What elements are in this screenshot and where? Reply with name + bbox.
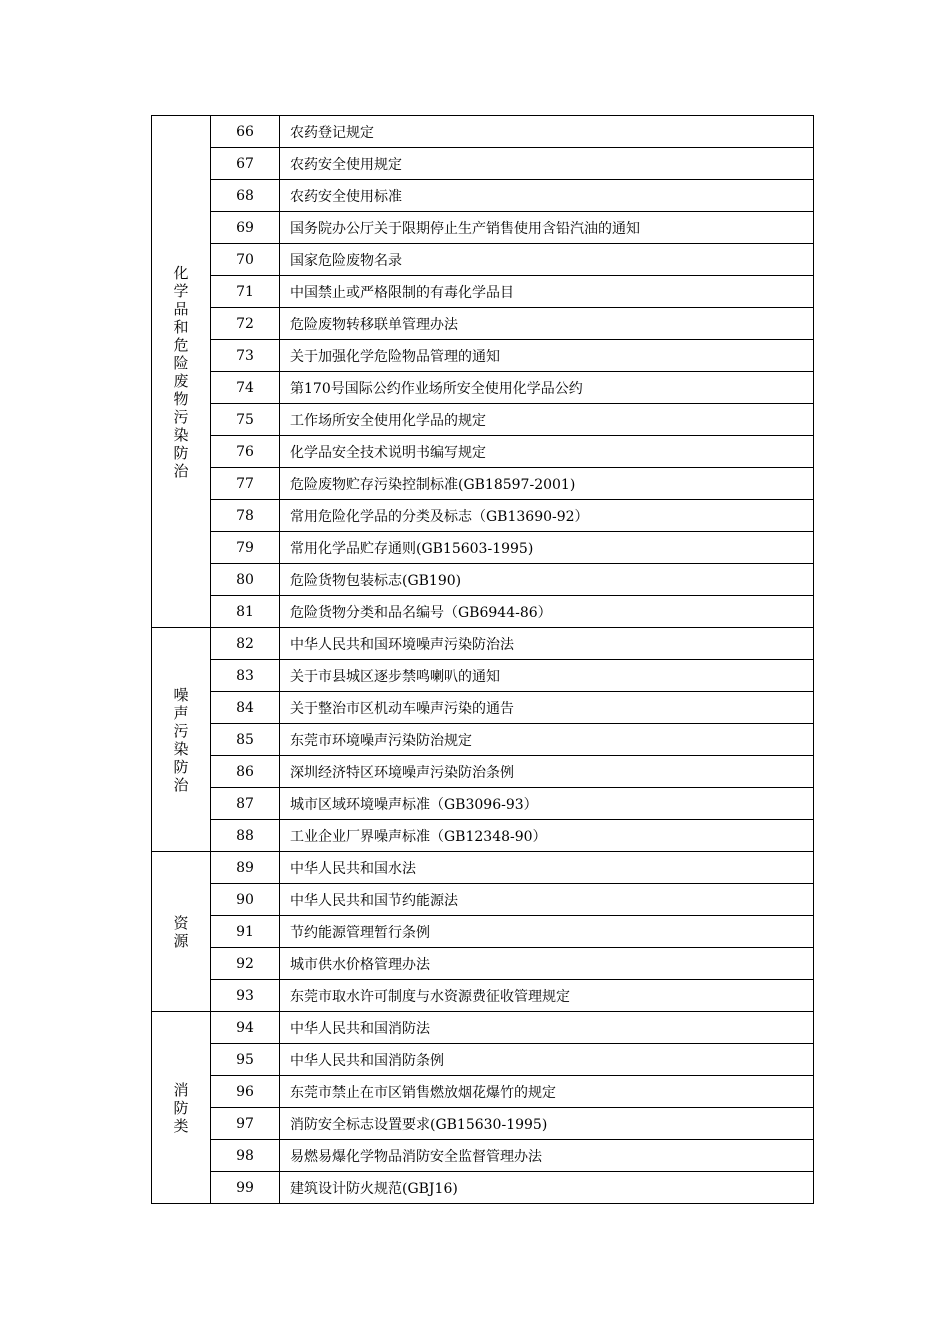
table-row bbox=[152, 180, 814, 212]
row-number: 86 bbox=[211, 756, 280, 788]
category-label: 资源 bbox=[173, 913, 189, 950]
row-number: 96 bbox=[211, 1076, 280, 1108]
row-number: 76 bbox=[211, 436, 280, 468]
row-number: 94 bbox=[211, 1012, 280, 1044]
table-row bbox=[152, 276, 814, 308]
row-number: 88 bbox=[211, 820, 280, 852]
regulation-title: 国务院办公厅关于限期停止生产销售使用含铅汽油的通知 bbox=[280, 212, 814, 244]
regulation-title: 危险废物转移联单管理办法 bbox=[280, 308, 814, 340]
regulation-title: 城市区域环境噪声标准（GB3096-93） bbox=[280, 788, 814, 820]
row-number: 99 bbox=[211, 1172, 280, 1204]
regulation-title: 易燃易爆化学物品消防安全监督管理办法 bbox=[280, 1140, 814, 1172]
regulation-title: 东莞市取水许可制度与水资源费征收管理规定 bbox=[280, 980, 814, 1012]
table-row bbox=[152, 340, 814, 372]
table-row bbox=[152, 820, 814, 852]
row-number: 93 bbox=[211, 980, 280, 1012]
row-number: 82 bbox=[211, 628, 280, 660]
table-row bbox=[152, 468, 814, 500]
regulation-title: 中华人民共和国环境噪声污染防治法 bbox=[280, 628, 814, 660]
table-row bbox=[152, 372, 814, 404]
regulation-title: 东莞市环境噪声污染防治规定 bbox=[280, 724, 814, 756]
regulation-title: 农药安全使用标准 bbox=[280, 180, 814, 212]
regulation-title: 工业企业厂界噪声标准（GB12348-90） bbox=[280, 820, 814, 852]
table-row bbox=[152, 212, 814, 244]
row-number: 81 bbox=[211, 596, 280, 628]
regulation-title: 东莞市禁止在市区销售燃放烟花爆竹的规定 bbox=[280, 1076, 814, 1108]
regulations-table-body bbox=[152, 116, 814, 1204]
table-row bbox=[152, 1140, 814, 1172]
table-row bbox=[152, 788, 814, 820]
regulation-title: 农药登记规定 bbox=[280, 116, 814, 148]
row-number: 92 bbox=[211, 948, 280, 980]
table-row bbox=[152, 916, 814, 948]
table-row bbox=[152, 628, 814, 660]
category-cell bbox=[152, 116, 211, 628]
row-number: 80 bbox=[211, 564, 280, 596]
regulation-title: 常用化学品贮存通则(GB15603-1995) bbox=[280, 532, 814, 564]
regulation-title: 中华人民共和国消防条例 bbox=[280, 1044, 814, 1076]
row-number: 95 bbox=[211, 1044, 280, 1076]
row-number: 73 bbox=[211, 340, 280, 372]
regulation-title: 中华人民共和国水法 bbox=[280, 852, 814, 884]
table-row bbox=[152, 1012, 814, 1044]
row-number: 72 bbox=[211, 308, 280, 340]
table-row bbox=[152, 1076, 814, 1108]
regulation-title: 节约能源管理暂行条例 bbox=[280, 916, 814, 948]
row-number: 87 bbox=[211, 788, 280, 820]
category-label: 噪声污染防治 bbox=[173, 685, 189, 794]
regulation-title: 关于市县城区逐步禁鸣喇叭的通知 bbox=[280, 660, 814, 692]
table-row bbox=[152, 692, 814, 724]
row-number: 83 bbox=[211, 660, 280, 692]
regulation-title: 中华人民共和国节约能源法 bbox=[280, 884, 814, 916]
table-row bbox=[152, 948, 814, 980]
regulation-title: 建筑设计防火规范(GBJ16) bbox=[280, 1172, 814, 1204]
regulation-title: 关于加强化学危险物品管理的通知 bbox=[280, 340, 814, 372]
table-row bbox=[152, 756, 814, 788]
category-label: 消防类 bbox=[173, 1080, 189, 1135]
table-row bbox=[152, 148, 814, 180]
row-number: 71 bbox=[211, 276, 280, 308]
row-number: 78 bbox=[211, 500, 280, 532]
table-row bbox=[152, 1172, 814, 1204]
table-row bbox=[152, 660, 814, 692]
regulation-title: 常用危险化学品的分类及标志（GB13690-92） bbox=[280, 500, 814, 532]
table-row bbox=[152, 884, 814, 916]
row-number: 89 bbox=[211, 852, 280, 884]
regulation-title: 城市供水价格管理办法 bbox=[280, 948, 814, 980]
table-row bbox=[152, 308, 814, 340]
regulation-title: 关于整治市区机动车噪声污染的通告 bbox=[280, 692, 814, 724]
table-row bbox=[152, 1044, 814, 1076]
row-number: 66 bbox=[211, 116, 280, 148]
row-number: 90 bbox=[211, 884, 280, 916]
row-number: 84 bbox=[211, 692, 280, 724]
regulation-title: 危险货物分类和品名编号（GB6944-86） bbox=[280, 596, 814, 628]
row-number: 98 bbox=[211, 1140, 280, 1172]
row-number: 85 bbox=[211, 724, 280, 756]
regulation-title: 第170号国际公约作业场所安全使用化学品公约 bbox=[280, 372, 814, 404]
table-row bbox=[152, 564, 814, 596]
row-number: 70 bbox=[211, 244, 280, 276]
category-cell bbox=[152, 852, 211, 1012]
row-number: 69 bbox=[211, 212, 280, 244]
table-row bbox=[152, 1108, 814, 1140]
row-number: 79 bbox=[211, 532, 280, 564]
category-label: 化学品和危险废物污染防治 bbox=[173, 263, 189, 480]
table-row bbox=[152, 244, 814, 276]
row-number: 97 bbox=[211, 1108, 280, 1140]
category-cell bbox=[152, 1012, 211, 1204]
table-row bbox=[152, 532, 814, 564]
table-row bbox=[152, 980, 814, 1012]
table-row bbox=[152, 724, 814, 756]
table-row bbox=[152, 404, 814, 436]
row-number: 75 bbox=[211, 404, 280, 436]
table-row bbox=[152, 500, 814, 532]
regulation-title: 危险货物包装标志(GB190) bbox=[280, 564, 814, 596]
regulation-title: 中华人民共和国消防法 bbox=[280, 1012, 814, 1044]
regulation-title: 农药安全使用规定 bbox=[280, 148, 814, 180]
regulation-title: 深圳经济特区环境噪声污染防治条例 bbox=[280, 756, 814, 788]
regulations-table bbox=[151, 115, 814, 1204]
row-number: 67 bbox=[211, 148, 280, 180]
regulation-title: 国家危险废物名录 bbox=[280, 244, 814, 276]
table-row bbox=[152, 852, 814, 884]
row-number: 68 bbox=[211, 180, 280, 212]
row-number: 91 bbox=[211, 916, 280, 948]
regulation-title: 消防安全标志设置要求(GB15630-1995) bbox=[280, 1108, 814, 1140]
table-row bbox=[152, 436, 814, 468]
regulation-title: 工作场所安全使用化学品的规定 bbox=[280, 404, 814, 436]
category-cell bbox=[152, 628, 211, 852]
row-number: 77 bbox=[211, 468, 280, 500]
row-number: 74 bbox=[211, 372, 280, 404]
table-row bbox=[152, 116, 814, 148]
regulation-title: 化学品安全技术说明书编写规定 bbox=[280, 436, 814, 468]
regulation-title: 中国禁止或严格限制的有毒化学品目 bbox=[280, 276, 814, 308]
table-row bbox=[152, 596, 814, 628]
regulation-title: 危险废物贮存污染控制标准(GB18597-2001) bbox=[280, 468, 814, 500]
